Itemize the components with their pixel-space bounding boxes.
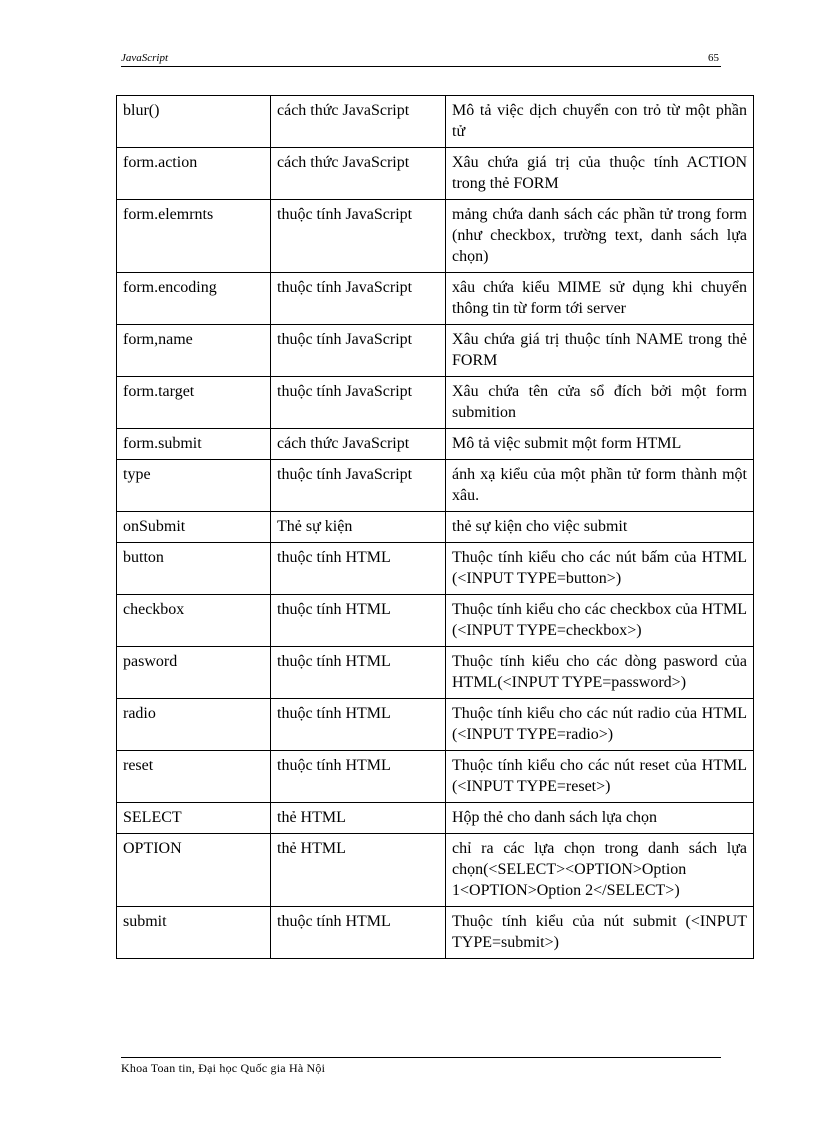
- property-name: form.target: [117, 377, 271, 429]
- property-name: onSubmit: [117, 512, 271, 543]
- table-row: [117, 200, 754, 273]
- page-number: 65: [708, 52, 719, 64]
- property-type: thẻ HTML: [271, 834, 446, 907]
- header-title: JavaScript: [121, 52, 169, 64]
- property-name: radio: [117, 699, 271, 751]
- page-footer: Khoa Toan tin, Đại học Quốc gia Hà Nội: [121, 1057, 721, 1076]
- property-name: form.action: [117, 148, 271, 200]
- property-name: reset: [117, 751, 271, 803]
- property-type: thẻ HTML: [271, 803, 446, 834]
- property-name: form,name: [117, 325, 271, 377]
- table-row: [117, 803, 754, 834]
- property-name: OPTION: [117, 834, 271, 907]
- properties-table: [116, 95, 754, 959]
- property-description: Xâu chứa tên cửa sổ đích bởi một form submition: [446, 377, 754, 429]
- property-type: cách thức JavaScript: [271, 148, 446, 200]
- property-description: Mô tả việc submit một form HTML: [446, 429, 754, 460]
- property-type: Thẻ sự kiện: [271, 512, 446, 543]
- property-type: cách thức JavaScript: [271, 96, 446, 148]
- property-description: Thuộc tính kiểu cho các checkbox của HTML (<INPUT TYPE=checkbox>): [446, 595, 754, 647]
- property-name: SELECT: [117, 803, 271, 834]
- property-description: Hộp thẻ cho danh sách lựa chọn: [446, 803, 754, 834]
- table-row: [117, 325, 754, 377]
- property-description: Thuộc tính kiểu cho các dòng pasword của HTML(<INPUT TYPE=password>): [446, 647, 754, 699]
- property-name: form.submit: [117, 429, 271, 460]
- property-type: cách thức JavaScript: [271, 429, 446, 460]
- property-description: Thuộc tính kiểu cho các nút reset của HTML (<INPUT TYPE=reset>): [446, 751, 754, 803]
- table-row: [117, 460, 754, 512]
- property-description: thẻ sự kiện cho việc submit: [446, 512, 754, 543]
- table-row: [117, 543, 754, 595]
- property-type: thuộc tính HTML: [271, 751, 446, 803]
- property-description: xâu chứa kiểu MIME sử dụng khi chuyển thông tin từ form tới server: [446, 273, 754, 325]
- table-row: [117, 834, 754, 907]
- property-type: thuộc tính JavaScript: [271, 325, 446, 377]
- page-header: [121, 52, 721, 67]
- property-type: thuộc tính JavaScript: [271, 460, 446, 512]
- table-row: [117, 647, 754, 699]
- table-row: [117, 699, 754, 751]
- property-name: type: [117, 460, 271, 512]
- property-type: thuộc tính JavaScript: [271, 377, 446, 429]
- property-type: thuộc tính JavaScript: [271, 273, 446, 325]
- property-description: Xâu chứa giá trị của thuộc tính ACTION trong thẻ FORM: [446, 148, 754, 200]
- property-type: thuộc tính HTML: [271, 647, 446, 699]
- property-name: form.encoding: [117, 273, 271, 325]
- property-name: button: [117, 543, 271, 595]
- table-row: [117, 377, 754, 429]
- property-description: ánh xạ kiểu của một phần tử form thành một xâu.: [446, 460, 754, 512]
- table-row: [117, 429, 754, 460]
- property-name: blur(): [117, 96, 271, 148]
- property-description: chỉ ra các lựa chọn trong danh sách lựa chọn(<SELECT><OPTION>Option 1<OPTION>Option 2</SELECT>): [446, 834, 754, 907]
- property-type: thuộc tính HTML: [271, 543, 446, 595]
- property-name: checkbox: [117, 595, 271, 647]
- table-row: [117, 96, 754, 148]
- property-description: Thuộc tính kiểu của nút submit (<INPUT TYPE=submit>): [446, 907, 754, 959]
- property-type: thuộc tính HTML: [271, 907, 446, 959]
- property-type: thuộc tính HTML: [271, 595, 446, 647]
- table-row: [117, 751, 754, 803]
- property-name: pasword: [117, 647, 271, 699]
- table-row: [117, 595, 754, 647]
- table-row: [117, 512, 754, 543]
- property-description: Xâu chứa giá trị thuộc tính NAME trong thẻ FORM: [446, 325, 754, 377]
- property-description: Thuộc tính kiểu cho các nút bấm của HTML (<INPUT TYPE=button>): [446, 543, 754, 595]
- property-description: Mô tả việc dịch chuyển con trỏ từ một phần tử: [446, 96, 754, 148]
- property-type: thuộc tính HTML: [271, 699, 446, 751]
- property-description: mảng chứa danh sách các phần tử trong form (như checkbox, trường text, danh sách lựa chọn): [446, 200, 754, 273]
- table-row: [117, 148, 754, 200]
- property-type: thuộc tính JavaScript: [271, 200, 446, 273]
- property-name: submit: [117, 907, 271, 959]
- property-description: Thuộc tính kiểu cho các nút radio của HTML (<INPUT TYPE=radio>): [446, 699, 754, 751]
- property-name: form.elemrnts: [117, 200, 271, 273]
- table-row: [117, 907, 754, 959]
- table-row: [117, 273, 754, 325]
